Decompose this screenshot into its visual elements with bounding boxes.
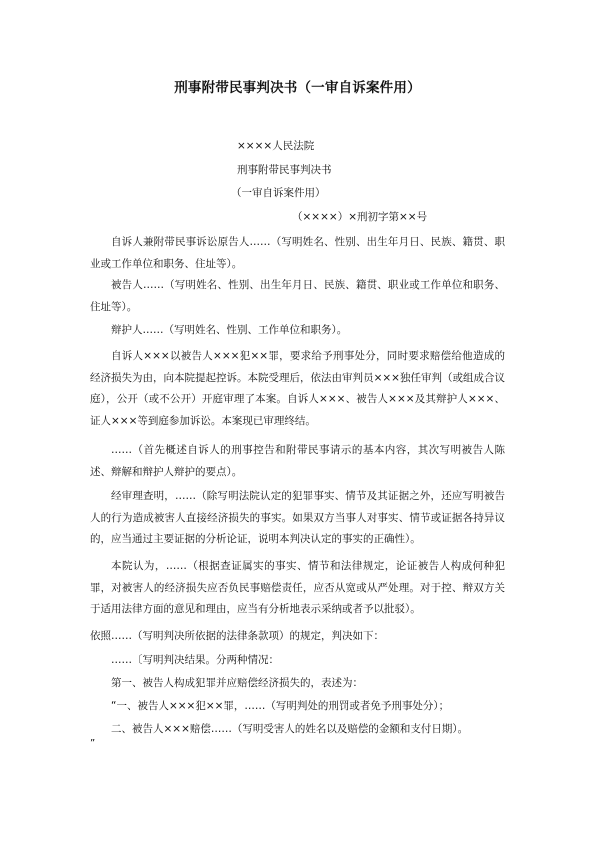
paragraph-verdict-item-2: 二、被告人×××赔偿……（写明受害人的姓名以及赔偿的金额和支付日期）。 [111, 723, 469, 735]
closing-quote-mark: ” [90, 738, 96, 749]
usage-note: （一审自诉案件用） [231, 187, 326, 199]
case-number: （××××）×刑初字第××号 [292, 211, 428, 223]
paragraph-verdict-intro: ……〔写明判决结果。分两种情况： [111, 654, 279, 666]
paragraph-verdict-item-1: “一、被告人×××犯××罪，……（写明判处的刑罚或者免予刑事处分）； [111, 700, 450, 712]
document-title: 刑事附带民事判决书（一审自诉案件用） [174, 80, 421, 96]
paragraph-case-intro: 自诉人×××以被告人×××犯××罪，要求给予刑事处分，同时要求赔偿给他造成的经济损失为由，向本院提起控诉。本院受理后，依法由审判员×××独任审判（或组成合议庭），公开（或不公开）开庭审理了本案。自诉人×××、被告人×××及其辩护人×××、证人×××等到庭参加诉讼。本案现已审理终结。 [90, 350, 505, 427]
document-type: 刑事附带民事判决书 [237, 164, 332, 176]
paragraph-court-opinion: 本院认为，……（根据查证属实的事实、情节和法律规定，论证被告人构成何种犯罪，对被害人的经济损失应否负民事赔偿责任，应否从宽或从严处理。对于控、辩双方关于适用法律方面的意见和理由，应当有分析地表示采纳或者予以批驳）。 [90, 560, 505, 615]
paragraph-defender: 辩护人……（写明姓名、性别、工作单位和职务）。 [111, 324, 348, 336]
paragraph-plaintiff: 自诉人兼附带民事诉讼原告人……（写明姓名、性别、出生年月日、民族、籍贯、职业或工作单位和职务、住址等）。 [90, 236, 505, 270]
paragraph-legal-basis: 依照……（写明判决所依据的法律条款项）的规定，判决如下： [90, 630, 384, 642]
paragraph-case-one: 第一、被告人构成犯罪并应赔偿经济损失的，表述为： [111, 677, 363, 689]
paragraph-defendant: 被告人……（写明姓名、性别、出生年月日、民族、籍贯、职业或工作单位和职务、住址等）。 [90, 279, 505, 313]
paragraph-findings: 经审理查明，……（除写明法院认定的犯罪事实、情节及其证据之外，还应写明被告人的行为造成被害人直接经济损失的事实。如果双方当事人对事实、情节或证据各持异议的，应当通过主要证据的分析论证，说明本判决认定的事实的正确性）。 [90, 490, 505, 545]
paragraph-claims-summary: ……（首先概述自诉人的刑事控告和附带民事请示的基本内容，其次写明被告人陈述、辩解和辩护人辩护的要点）。 [90, 444, 505, 478]
court-name: ××××人民法院 [237, 140, 315, 152]
